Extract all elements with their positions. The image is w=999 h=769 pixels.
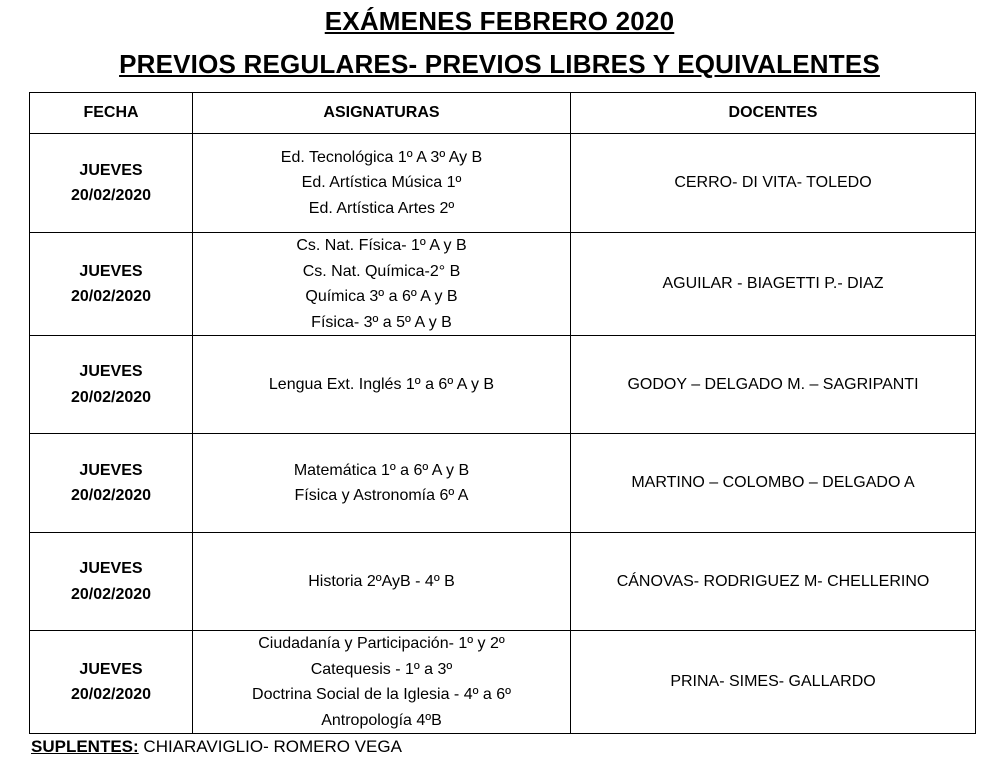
subject-item: Cs. Nat. Química-2° B	[302, 262, 461, 280]
subject-item: Antropología 4ºB	[321, 711, 442, 729]
table-row	[30, 134, 976, 233]
substitutes-line	[31, 735, 402, 759]
date-cell	[30, 134, 193, 233]
weekday-label: JUEVES	[79, 161, 143, 179]
table-row	[30, 434, 976, 533]
date-label: 20/02/2020	[70, 585, 152, 603]
date-label: 20/02/2020	[70, 487, 152, 504]
teachers-cell: MARTINO – COLOMBO – DELGADO A	[571, 434, 976, 533]
weekday-label: JUEVES	[79, 660, 143, 678]
date-label: 20/02/2020	[70, 187, 152, 204]
subject-item: Historia 2ºAyB - 4º B	[308, 572, 455, 590]
subject-item: Ed. Artística Artes 2º	[308, 199, 455, 217]
table-row	[30, 533, 976, 631]
subjects-cell	[193, 134, 571, 233]
page-title: EXÁMENES FEBRERO 2020	[324, 6, 675, 36]
weekday-label: JUEVES	[79, 560, 143, 577]
column-header-asignaturas: ASIGNATURAS	[193, 93, 571, 134]
date-cell	[30, 233, 193, 336]
date-label: 20/02/2020	[70, 288, 152, 305]
subjects-cell	[193, 631, 571, 734]
date-label: 20/02/2020	[70, 388, 152, 406]
subjects-cell	[193, 336, 571, 434]
substitutes-names: CHIARAVIGLIO- ROMERO VEGA	[138, 737, 402, 756]
column-header-fecha: FECHA	[30, 93, 193, 134]
subject-item: Catequesis - 1º a 3º	[310, 660, 453, 678]
date-cell	[30, 336, 193, 434]
table-body	[30, 134, 976, 734]
table-header-row	[30, 93, 976, 134]
column-header-docentes: DOCENTES	[571, 93, 976, 134]
subject-item: Física- 3º a 5º A y B	[311, 313, 452, 331]
subjects-cell	[193, 434, 571, 533]
weekday-label: JUEVES	[79, 262, 143, 280]
subject-item: Cs. Nat. Física- 1º A y B	[296, 237, 467, 254]
subject-item: Doctrina Social de la Iglesia - 4º a 6º	[252, 686, 511, 703]
subject-item: Matemática 1º a 6º A y B	[293, 461, 470, 479]
table-row	[30, 233, 976, 336]
date-label: 20/02/2020	[70, 686, 152, 703]
weekday-label: JUEVES	[79, 363, 143, 380]
teachers-cell: AGUILAR - BIAGETTI P.- DIAZ	[571, 233, 976, 336]
date-cell	[30, 631, 193, 734]
exam-schedule-table	[29, 92, 976, 734]
subject-item: Lengua Ext. Inglés 1º a 6º A y B	[268, 375, 495, 393]
subject-item: Química 3º a 6º A y B	[305, 288, 458, 305]
weekday-label: JUEVES	[79, 461, 143, 479]
date-cell	[30, 434, 193, 533]
subjects-cell	[193, 233, 571, 336]
subject-item: Ed. Tecnológica 1º A 3º Ay B	[280, 148, 483, 166]
table-row	[30, 336, 976, 434]
teachers-cell: GODOY – DELGADO M. – SAGRIPANTI	[571, 336, 976, 434]
subject-item: Ciudadanía y Participación- 1º y 2º	[258, 635, 505, 652]
subject-item: Ed. Artística Música 1º	[301, 174, 462, 192]
teachers-cell: CERRO- DI VITA- TOLEDO	[571, 134, 976, 233]
subjects-cell	[193, 533, 571, 631]
subject-item: Física y Astronomía 6º A	[294, 487, 469, 504]
table-row	[30, 631, 976, 734]
teachers-cell: PRINA- SIMES- GALLARDO	[571, 631, 976, 734]
substitutes-label: SUPLENTES:	[31, 737, 139, 756]
page-subtitle: PREVIOS REGULARES- PREVIOS LIBRES Y EQUIVALENTES	[119, 49, 880, 79]
date-cell	[30, 533, 193, 631]
teachers-cell: CÁNOVAS- RODRIGUEZ M- CHELLERINO	[571, 533, 976, 631]
